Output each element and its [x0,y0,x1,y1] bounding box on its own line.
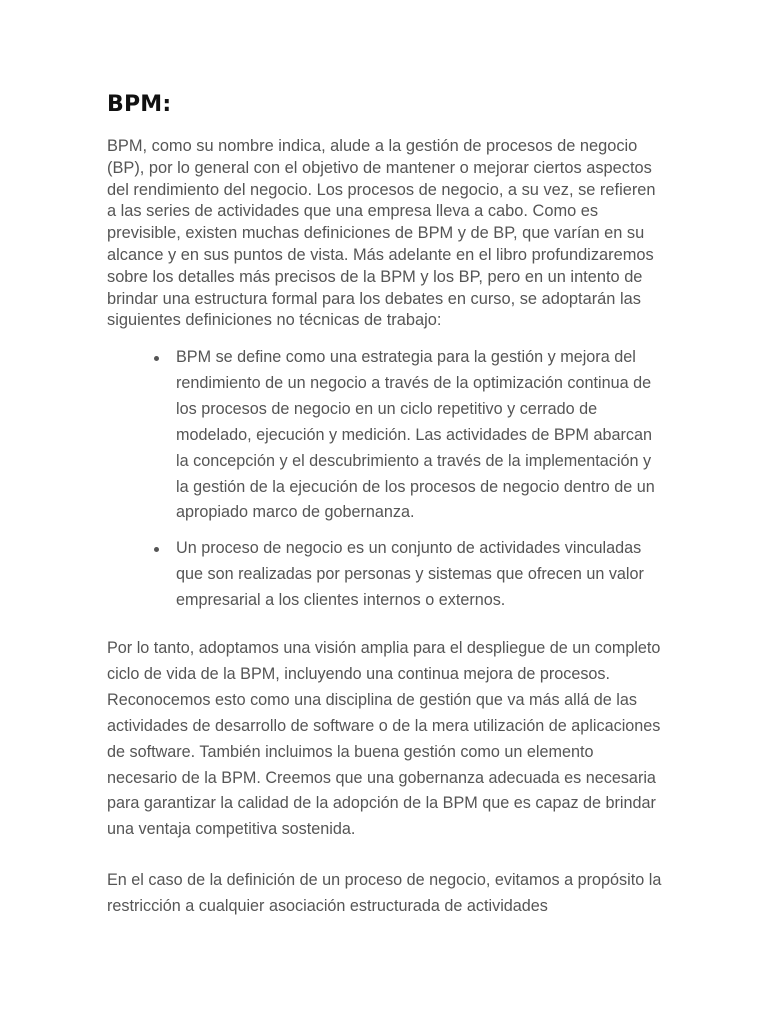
intro-paragraph: BPM, como su nombre indica, alude a la gestión de procesos de negocio (BP), por lo general con el objetivo de mantener o mejorar ciertos aspectos del rendimiento del negocio. Los procesos de negocio, a su vez, se refieren a las series de actividades que una empresa lleva a cabo. Como es previsible, existen muchas definiciones de BPM y de BP, que varían en su alcance y en sus puntos de vista. Más adelante en el libro profundizaremos sobre los detalles más precisos de la BPM y los BP, pero en un intento de brindar una estructura formal para los debates en curso, se adoptarán las siguientes definiciones no técnicas de trabajo: [107,137,656,330]
list-item [176,345,666,526]
list-item [176,536,666,614]
list-item-text: BPM se define como una estrategia para la gestión y mejora del rendimiento de un negocio a través de la optimización continua de los procesos de negocio en un ciclo repetitivo y cerrado de modelado, ejecución y medición. Las actividades de BPM abarcan la concepción y el descubrimiento a través de la implementación y la gestión de la ejecución de los procesos de negocio dentro de un apropiado marco de gobernanza. [176,348,655,522]
bullet-dot-icon [154,547,159,552]
section-heading: BPM: [107,92,172,117]
list-item-text: Un proceso de negocio es un conjunto de actividades vinculadas que son realizadas por personas y sistemas que ofrecen un valor empresarial a los clientes internos o externos. [176,539,644,610]
body-paragraph: En el caso de la definición de un proceso de negocio, evitamos a propósito la restricción a cualquier asociación estructurada de actividades [107,871,662,915]
definitions-list [176,345,666,614]
body-paragraph: Por lo tanto, adoptamos una visión amplia para el despliegue de un completo ciclo de vida de la BPM, incluyendo una continua mejora de procesos. Reconocemos esto como una disciplina de gestión que va más allá de las actividades de desarrollo de software o de la mera utilización de aplicaciones de software. También incluimos la buena gestión como un elemento necesario de la BPM. Creemos que una gobernanza adecuada es necesaria para garantizar la calidad de la adopción de la BPM que es capaz de brindar una ventaja competitiva sostenida. [107,639,661,839]
bullet-dot-icon [154,356,159,361]
